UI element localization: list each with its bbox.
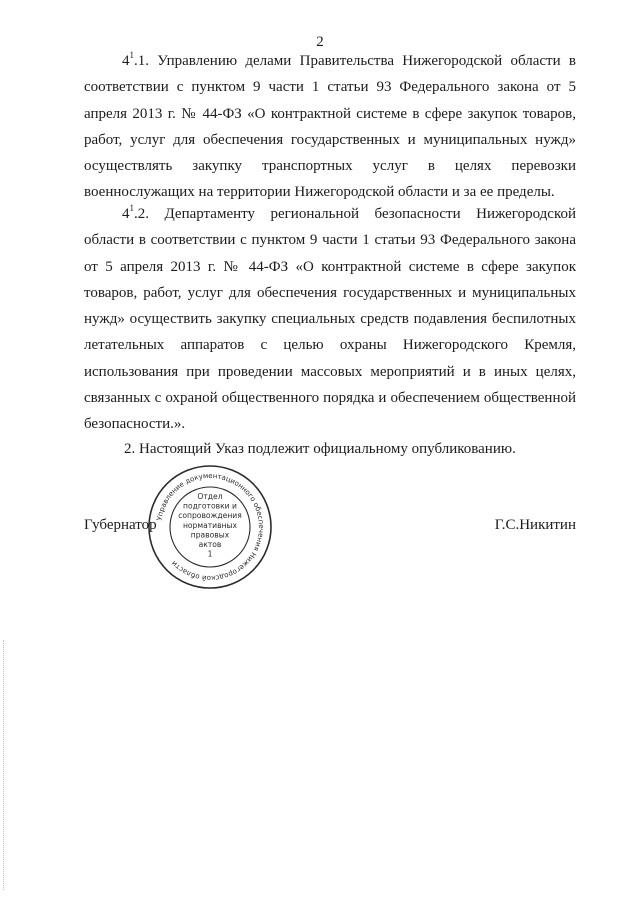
official-stamp — [145, 462, 275, 592]
clause-superscript: 1 — [129, 50, 134, 60]
stamp-graphic — [145, 462, 275, 592]
stamp-center-line: актов — [198, 540, 222, 549]
clause-superscript: 1 — [129, 203, 134, 213]
stamp-center-line: Отдел — [197, 492, 223, 501]
paragraph-4-1-2 — [84, 201, 576, 438]
signatory-title: Губернатор — [84, 517, 157, 533]
stamp-center-line: сопровождения — [178, 511, 242, 521]
clause-number: 4 — [122, 206, 130, 222]
clause-number: 4 — [122, 53, 130, 69]
stamp-center-line: правовых — [190, 530, 230, 540]
signatory-name: Г.С.Никитин — [494, 517, 576, 533]
stamp-ring-text: Управление документационного обеспечения Нижегородской области — [155, 471, 266, 583]
stamp-center-text — [178, 492, 242, 559]
margin-perforation — [3, 640, 6, 890]
clause-text: .1. Управлению делами Правительства Нижегородской области в соответствии с пунктом 9 части 1 статьи 93 Федерального закона от 5 апреля 2013 г. № 44-ФЗ «О контрактной системе в сфере закупок товаров, работ, услуг для обеспечения государственных и муниципальных нужд» осуществлять закупку транспортных услуг в целях перевозки военнослужащих на территории Нижегородской области и за ее пределы. — [84, 53, 576, 201]
paragraph-4-1-1 — [84, 48, 576, 206]
page-number: 2 — [316, 34, 324, 50]
stamp-center-line: 1 — [207, 549, 213, 559]
clause-text: .2. Департаменту региональной безопасности Нижегородской области в соответствии с пунктом 9 части 1 статьи 93 Федерального закона от 5 апреля 2013 г. № 44-ФЗ «О контрактной системе в сфере закупок товаров, работ, услуг для обеспечения государственных и муниципальных нужд» осуществить закупку специальных средств подавления беспилотных летательных аппаратов с целью охраны Нижегородского Кремля, использования при проведении массовых мероприятий и в иных целях, связанных с охраной общественного порядка и обеспечением общественной безопасности.». — [84, 206, 576, 433]
stamp-center-line: нормативных — [182, 520, 238, 530]
stamp-center-line: подготовки и — [183, 501, 237, 511]
paragraph-publication: 2. Настоящий Указ подлежит официальному опубликованию. — [124, 441, 516, 457]
